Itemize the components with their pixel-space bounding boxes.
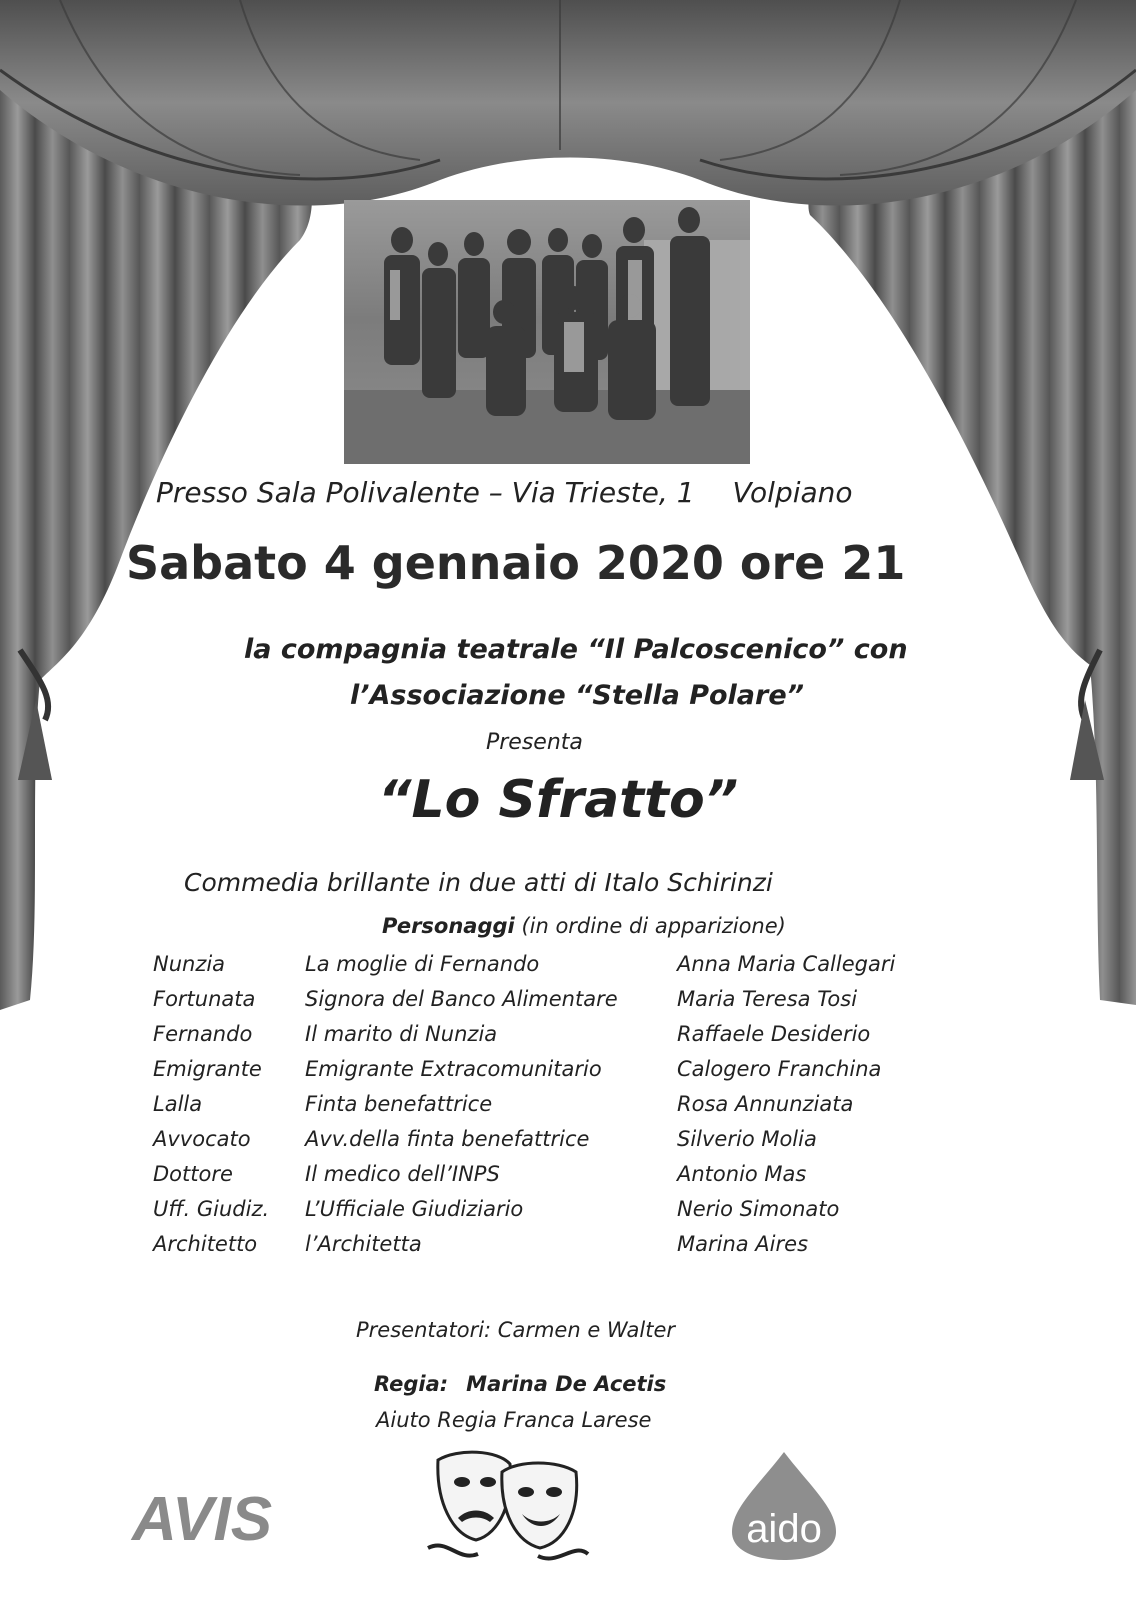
play-title: “Lo Sfratto” bbox=[378, 770, 739, 830]
cast-role: Avvocato bbox=[153, 1127, 251, 1151]
personaggi-note: (in ordine di apparizione) bbox=[521, 914, 786, 938]
cast-description: Il medico dell’INPS bbox=[305, 1162, 500, 1186]
cast-description: Emigrante Extracomunitario bbox=[305, 1057, 602, 1081]
play-subtitle: Commedia brillante in due atti di Italo Schirinzi bbox=[184, 868, 773, 897]
cast-actor: Anna Maria Callegari bbox=[677, 952, 896, 976]
aido-logo bbox=[724, 1446, 844, 1564]
avis-logo-text: AVIS bbox=[132, 1486, 273, 1548]
cast-actor: Rosa Annunziata bbox=[677, 1092, 854, 1116]
cast-role: Dottore bbox=[153, 1162, 233, 1186]
cast-actor: Silverio Molia bbox=[677, 1127, 817, 1151]
cast-actor: Antonio Mas bbox=[677, 1162, 807, 1186]
presentatori-line: Presentatori: Carmen e Walter bbox=[356, 1318, 676, 1342]
cast-role: Fernando bbox=[153, 1022, 253, 1046]
cast-role: Emigrante bbox=[153, 1057, 262, 1081]
aiuto-regia-line: Aiuto Regia Franca Larese bbox=[376, 1408, 652, 1432]
cast-actor: Raffaele Desiderio bbox=[677, 1022, 871, 1046]
cast-photo bbox=[344, 200, 750, 464]
company-line-1: la compagnia teatrale “Il Palcoscenico” con bbox=[244, 634, 908, 665]
cast-actor: Calogero Franchina bbox=[677, 1057, 882, 1081]
regia-name: Marina De Acetis bbox=[466, 1372, 667, 1396]
cast-description: L’Ufficiale Giudiziario bbox=[305, 1197, 524, 1221]
cast-description: Finta benefattrice bbox=[305, 1092, 493, 1116]
company-line-2: l’Associazione “Stella Polare” bbox=[350, 680, 805, 711]
theatre-masks-icon bbox=[418, 1430, 594, 1570]
cast-role: Uff. Giudiz. bbox=[153, 1197, 270, 1221]
cast-actor: Marina Aires bbox=[677, 1232, 809, 1256]
cast-description: Signora del Banco Alimentare bbox=[305, 987, 618, 1011]
cast-actor: Maria Teresa Tosi bbox=[677, 987, 858, 1011]
regia-line bbox=[374, 1372, 666, 1396]
cast-description: Avv.della finta benefattrice bbox=[305, 1127, 590, 1151]
presenta-label: Presenta bbox=[486, 730, 583, 755]
event-date: Sabato 4 gennaio 2020 ore 21 bbox=[126, 536, 906, 590]
personaggi-heading bbox=[382, 914, 786, 938]
venue-line bbox=[156, 476, 853, 509]
cast-description: l’Architetta bbox=[305, 1232, 422, 1256]
cast-actor: Nerio Simonato bbox=[677, 1197, 840, 1221]
personaggi-label: Personaggi bbox=[382, 914, 515, 938]
avis-logo bbox=[128, 1486, 308, 1548]
cast-role: Nunzia bbox=[153, 952, 226, 976]
cast-role: Lalla bbox=[153, 1092, 203, 1116]
cast-role: Fortunata bbox=[153, 987, 256, 1011]
cast-description: Il marito di Nunzia bbox=[305, 1022, 498, 1046]
cast-role: Architetto bbox=[153, 1232, 258, 1256]
cast-description: La moglie di Fernando bbox=[305, 952, 540, 976]
aido-logo-text: aido bbox=[746, 1507, 822, 1551]
venue-address: Presso Sala Polivalente – Via Trieste, 1 bbox=[156, 476, 695, 509]
regia-label: Regia: bbox=[374, 1372, 449, 1396]
venue-city: Volpiano bbox=[732, 476, 853, 509]
